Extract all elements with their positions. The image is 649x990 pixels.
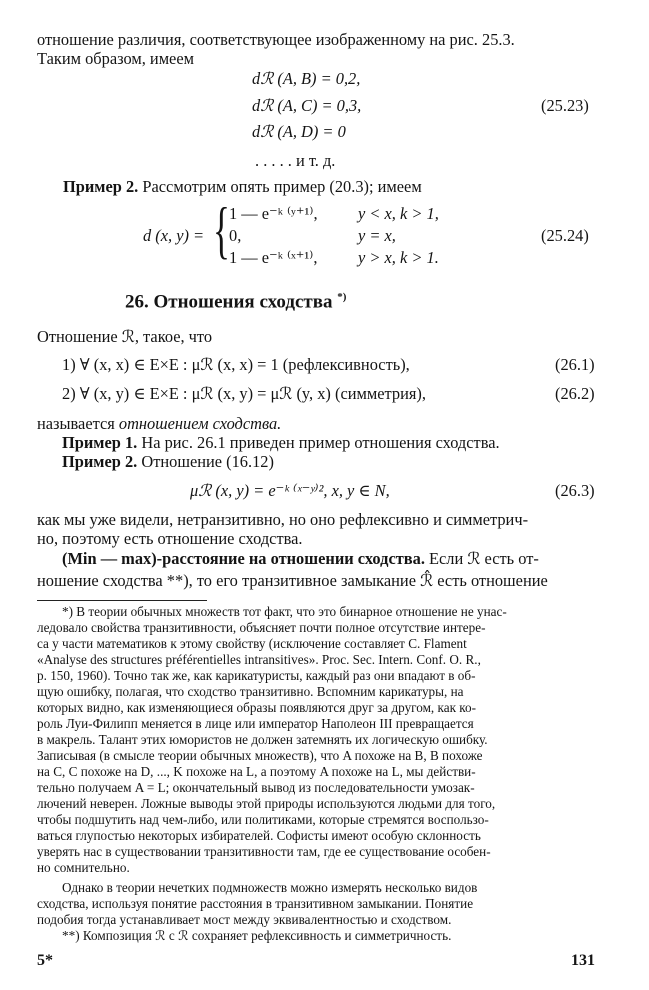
equation-row: dℛ (A, B) = 0,2,: [252, 69, 361, 88]
equation-number: (25.23): [541, 96, 589, 115]
case-condition: y < x, k > 1,: [358, 204, 439, 223]
footnote-line: p. 150, 1960). Точно так же, как карикатуристы, каждый раз они впадают в об-: [37, 668, 476, 683]
footnote-line: тельно получаем A = L; окончательный вывод из последовательности умозак-: [37, 780, 475, 795]
footnote-line: чтобы подшутить над чем-либо, или политиками, которые стремятся воспользо-: [37, 812, 489, 827]
footnote-line: но сомнительно.: [37, 860, 130, 875]
example-text: Рассмотрим опять пример (20.3); имеем: [142, 177, 422, 196]
footnote-line: уверять нас в существовании транзитивности там, где ее существование особен-: [37, 844, 491, 859]
left-brace: {: [213, 194, 230, 265]
equation-number: (25.24): [541, 226, 589, 245]
footnote-line: в макрель. Талант этих юмористов не должен затемнять их логическую ошибку.: [37, 732, 488, 747]
section-heading: [125, 291, 346, 313]
text-span: Если ℛ есть от-: [424, 549, 539, 568]
condition-line: 2) ∀ (x, y) ∈ E×E : μℛ (x, y) = μℛ (y, x) (симметрия),: [62, 384, 426, 403]
example-label: Пример 2.: [62, 452, 138, 471]
case-expression: 1 — e⁻ᵏ ⁽ˣ⁺¹⁾,: [229, 248, 318, 267]
case-condition: y = x,: [358, 226, 396, 245]
example-label: Пример 2.: [63, 177, 139, 196]
equation-row: dℛ (A, C) = 0,3,: [252, 96, 362, 115]
footnote-line: сходства, используя понятие расстояния в транзитивном замыкании. Понятие: [37, 896, 474, 911]
footnote-rule: [37, 600, 207, 601]
condition-line: 1) ∀ (x, x) ∈ E×E : μℛ (x, x) = 1 (рефлексивность),: [62, 355, 410, 374]
paragraph-heading: (Min — max)-расстояние на отношении сходства.: [62, 549, 425, 568]
example-text: Отношение (16.12): [137, 452, 274, 471]
footnote-line: са у части математиков к этому свойству (исключение составляет C. Flament: [37, 636, 467, 651]
footnote-line: роль Луи-Филипп меняется в лице или император Наполеон III превращается: [37, 716, 474, 731]
example-label: Пример 1.: [62, 433, 138, 452]
definition-term: отношением сходства.: [118, 414, 282, 433]
text-line: как мы уже видели, нетранзитивно, но оно рефлексивно и симметрич-: [37, 510, 529, 529]
section-title: 26. Отношения сходства: [125, 291, 333, 313]
page-number: 131: [571, 952, 595, 969]
text-line: но, поэтому есть отношение сходства.: [37, 529, 303, 548]
equation-number: (26.1): [555, 355, 595, 374]
equation-lhs: d (x, y) =: [143, 226, 205, 245]
equation-row: dℛ (A, D) = 0: [252, 122, 346, 141]
footnote-line: ледовало свойства транзитивности, объясняет почти полное отсутствие интере-: [37, 620, 486, 635]
footnote-line: Записывая (в смысле теории обычных множеств), что A похоже на B, B похоже: [37, 748, 483, 763]
signature-mark: 5*: [37, 952, 53, 969]
footnote-mark: *): [337, 291, 347, 303]
text-line: отношение различия, соответствующее изображенному на рис. 25.3.: [37, 30, 515, 49]
example-text: На рис. 26.1 приведен пример отношения сходства.: [137, 433, 500, 452]
text-line: ношение сходства **), то его транзитивное замыкание ℛ̂ есть отношение: [37, 571, 548, 590]
ellipsis: . . . . . и т. д.: [255, 151, 336, 170]
footnote-line: щую ошибку, полагая, что сходство транзитивно. Вспомним карикатуры, на: [37, 684, 464, 699]
equation-number: (26.3): [555, 481, 595, 500]
case-expression: 0,: [229, 226, 242, 245]
equation-number: (26.2): [555, 384, 595, 403]
footnote-line: Однако в теории нечетких подмножеств можно измерять несколько видов: [62, 880, 478, 895]
equation-row: μℛ (x, y) = e⁻ᵏ ⁽ˣ⁻ʸ⁾², x, y ∈ N,: [190, 481, 390, 500]
text-line: Таким образом, имеем: [37, 49, 194, 68]
footnote-line: подобия тогда устанавливает мост между эквивалентностью и сходством.: [37, 912, 452, 927]
footnote-line: ваться глупостью некоторых избирателей. Софисты имеют особую склонность: [37, 828, 481, 843]
footnote-line: «Analyse des structures préférentielles intransitives». Proc. Sec. Intern. Conf. O. R.,: [37, 652, 481, 667]
case-expression: 1 — e⁻ᵏ ⁽ʸ⁺¹⁾,: [229, 204, 318, 223]
footnote-line: лючений неверен. Ложные выводы этой природы используются людьми для того,: [37, 796, 496, 811]
footnote-line: *) В теории обычных множеств тот факт, что это бинарное отношение не унас-: [62, 604, 507, 619]
footnote-line: на C, C похоже на D, ..., K похоже на L, а поэтому A похоже на L, мы действи-: [37, 764, 476, 779]
text-line: Отношение ℛ, такое, что: [37, 327, 213, 346]
footnote-line: **) Композиция ℛ с ℛ сохраняет рефлексивность и симметричность.: [62, 928, 452, 943]
footnote-line: которых видно, как изменяющиеся образы появляются друг за другом, как ко-: [37, 700, 477, 715]
text-span: называется: [37, 414, 119, 433]
case-condition: y > x, k > 1.: [358, 248, 439, 267]
